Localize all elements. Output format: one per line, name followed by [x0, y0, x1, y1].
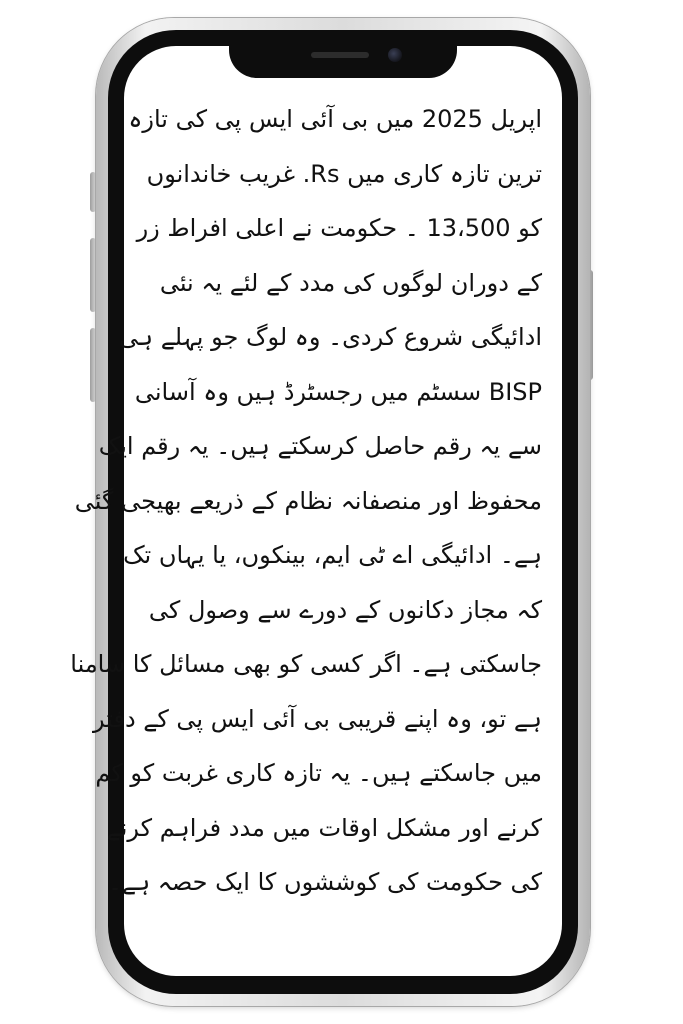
article-line: کو 13،500 ۔ حکومت نے اعلی افراط زر [136, 214, 542, 242]
article-line: اپریل 2025 میں بی آئی ایس پی کی تازہ [128, 105, 542, 133]
article-line: جاسکتی ہے۔ اگر کسی کو بھی مسائل کا سامنا [70, 650, 542, 678]
article-text [70, 92, 542, 910]
article-line: کی حکومت کی کوششوں کا ایک حصہ ہے۔ [107, 868, 542, 896]
speaker-grille-icon [311, 52, 369, 58]
article-line: ہے۔ ادائیگی اے ٹی ایم، بینکوں، یا یہاں تک [123, 541, 542, 569]
article-line: ادائیگی شروع کردی۔ وہ لوگ جو پہلے ہی [119, 323, 542, 351]
article-line: میں جاسکتے ہیں۔ یہ تازہ کاری غربت کو کم [95, 759, 542, 787]
phone-screen [70, 46, 562, 976]
article-line: کے دوران لوگوں کی مدد کے لئے یہ نئی [159, 268, 542, 297]
article-line: ترین تازہ کاری میں Rs. غریب خاندانوں [146, 159, 542, 188]
article-line: سے یہ رقم حاصل کرسکتے ہیں۔ یہ رقم ایک [98, 432, 542, 460]
article-line: محفوظ اور منصفانہ نظام کے ذریعے بھیجی گئی [74, 486, 542, 515]
article-line: ہے تو، وہ اپنے قریبی بی آئی ایس پی کے دفتر [93, 704, 542, 733]
phone-notch [229, 40, 457, 78]
article-line: BISP سسٹم میں رجسٹرڈ ہیں وہ آسانی [134, 377, 542, 406]
article-line: کرنے اور مشکل اوقات میں مدد فراہم کرنے [106, 813, 542, 842]
front-camera-icon [388, 48, 402, 62]
article-line: کہ مجاز دکانوں کے دورے سے وصول کی [148, 595, 542, 624]
